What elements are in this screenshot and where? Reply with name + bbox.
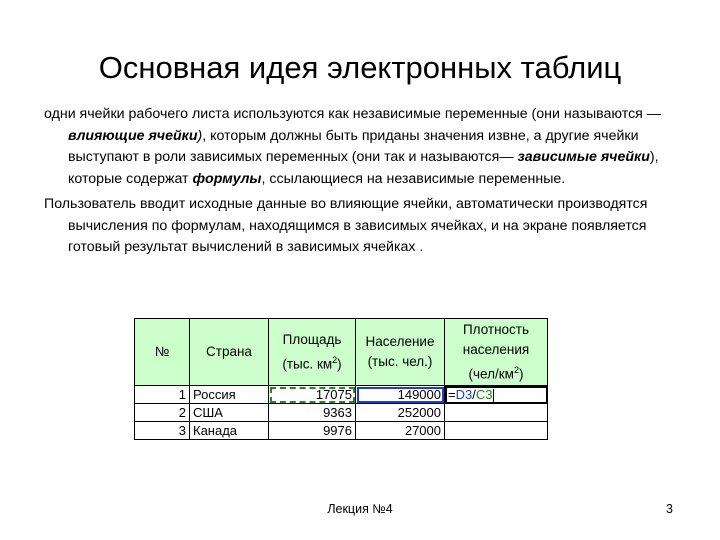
spreadsheet-table [134, 318, 548, 440]
cell-country[interactable]: Россия [190, 386, 269, 404]
header-dens-line1: Плотность [462, 321, 530, 337]
header-density[interactable] [445, 319, 548, 386]
slide-title: Основная идея электронных таблиц [98, 50, 622, 85]
header-area-line2: (тыс. км [282, 356, 333, 372]
para1-text-1: одни ячейки рабочего листа используются как независимые переменные (они называются — [44, 106, 661, 122]
cell-population[interactable]: 27000 [356, 422, 445, 440]
header-pop-line1: Население [365, 334, 435, 349]
header-population[interactable] [356, 319, 445, 386]
footer-lecture: Лекция №4 [327, 502, 393, 516]
para1-text-2a: ) [197, 127, 203, 144]
table-row [135, 404, 548, 422]
para1-text-4: , ссылающиеся на независимые переменные. [261, 170, 566, 187]
term-formulas: формулы [192, 170, 262, 187]
paragraph-2: Пользователь вводит исходные данные во влияющие ячейки, автоматически производятся вычисления по формулам, находящимся в зависимых ячейках, и на экране появляется готовый результат вычислений в зависимых ячейках . [44, 196, 648, 255]
header-country[interactable]: Страна [190, 319, 269, 386]
cell-num[interactable]: 3 [135, 422, 190, 440]
cell-country[interactable]: Канада [190, 422, 269, 440]
table-row [135, 422, 548, 440]
cell-country[interactable]: США [190, 404, 269, 422]
slide-body [44, 104, 694, 263]
cell-density-formula[interactable] [445, 386, 548, 404]
cell-num[interactable]: 1 [135, 386, 190, 404]
cell-density[interactable] [445, 404, 548, 422]
term-influencing-cells: влияющие ячейки [68, 127, 198, 144]
paragraph-1 [44, 104, 694, 190]
formula-ref-c3: C3 [475, 387, 493, 402]
header-num[interactable]: № [135, 319, 190, 386]
header-area-line1: Площадь [282, 331, 342, 347]
footer-page-number: 3 [666, 502, 673, 516]
formula-equals: = [448, 387, 456, 402]
header-area-sup: 2 [332, 354, 338, 365]
cell-num[interactable]: 2 [135, 404, 190, 422]
formula-operator: / [472, 387, 476, 402]
para1-text-3: ), которые содержат [68, 149, 659, 187]
term-dependent-cells: зависимые ячейки [517, 149, 650, 165]
cell-population[interactable]: 252000 [356, 404, 445, 422]
header-pop-line2: (тыс. чел.) [367, 354, 433, 369]
cell-population-referenced[interactable]: 149000 [356, 386, 445, 404]
cell-area-referenced[interactable]: 17075 [269, 386, 356, 404]
cell-area[interactable]: 9976 [269, 422, 356, 440]
table-row [135, 386, 548, 404]
header-dens-sup: 2 [513, 364, 519, 375]
text-cursor [493, 389, 494, 403]
cell-density[interactable] [445, 422, 548, 440]
cell-area[interactable]: 9363 [269, 404, 356, 422]
formula-ref-d3: D3 [455, 387, 473, 402]
header-area-end: ) [337, 356, 342, 372]
para1-text-2: , которым должны быть приданы значения извне, а другие ячейки выступают в роли зависимых переменных (они так и называются— [68, 127, 639, 165]
header-row [135, 319, 548, 386]
header-area[interactable] [269, 319, 356, 386]
header-dens-end: ) [518, 366, 524, 382]
header-dens-line3: (чел/км [468, 366, 514, 382]
header-dens-line2: населения [462, 341, 530, 357]
